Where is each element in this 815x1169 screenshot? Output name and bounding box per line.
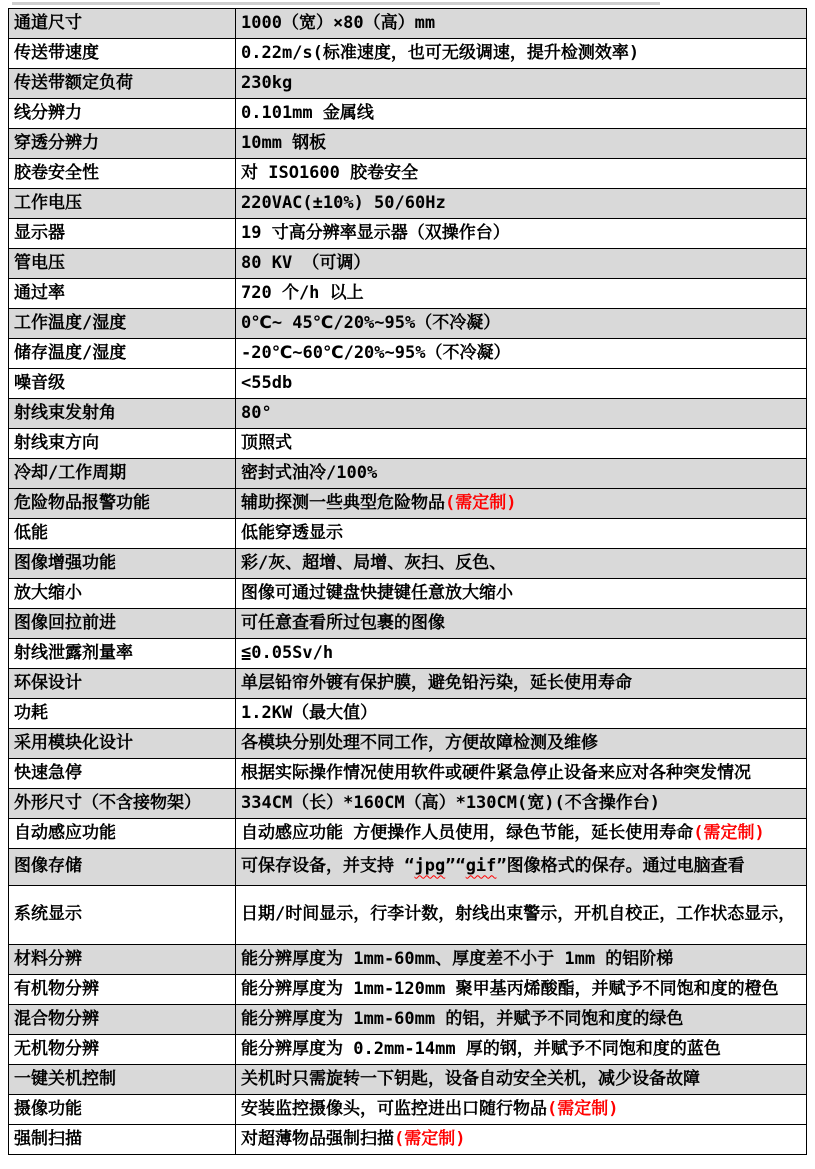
table-row [9,609,807,639]
value-text: 1000（宽）×80（高）mm [241,12,436,33]
spec-value [236,699,807,729]
spec-value [236,1065,807,1095]
spec-value [236,669,807,699]
spec-value [236,609,807,639]
table-row [9,489,807,519]
spec-label: 储存温度/湿度 [9,339,236,369]
spec-label: 摄像功能 [9,1095,236,1125]
value-text: ≦0.05Sv/h [241,642,334,663]
spec-label: 工作温度/湿度 [9,309,236,339]
table-row [9,69,807,99]
spec-label: 图像回拉前进 [9,609,236,639]
spec-label: 环保设计 [9,669,236,699]
spec-label: 系统显示 [9,886,236,945]
value-text: 各模块分别处理不同工作，方便故障检测及维修 [241,732,598,753]
spec-value [236,1035,807,1065]
value-text: 关机时只需旋转一下钥匙，设备自动安全关机，减少设备故障 [241,1068,700,1089]
table-row [9,819,807,849]
spec-value [236,459,807,489]
table-row [9,1095,807,1125]
spec-label: 混合物分辨 [9,1005,236,1035]
spec-table-body [9,9,807,1155]
spec-label: 射线束发射角 [9,399,236,429]
table-row [9,309,807,339]
table-row [9,279,807,309]
spec-value [236,1095,807,1125]
value-text: 彩/灰、超增、局增、灰扫、反色、 [241,552,507,573]
spec-value [236,339,807,369]
value-text: 对超薄物品强制扫描 [241,1128,394,1149]
table-row [9,219,807,249]
spec-label: 线分辨力 [9,99,236,129]
value-text: 能分辨厚度为 1mm-120mm 聚甲基丙烯酸酯，并赋予不同饱和度的橙色 [241,978,779,999]
value-text: 能分辨厚度为 0.2mm-14mm 厚的钢，并赋予不同饱和度的蓝色 [241,1038,721,1059]
table-row [9,729,807,759]
spec-label: 通道尺寸 [9,9,236,39]
value-text: 能分辨厚度为 1mm-60mm 的铝，并赋予不同饱和度的绿色 [241,1008,684,1029]
table-row [9,1035,807,1065]
spec-value [236,99,807,129]
spec-label: 图像存储 [9,849,236,886]
value-text: 单层铅帘外镀有保护膜，避免铅污染，延长使用寿命 [241,672,632,693]
spec-label: 管电压 [9,249,236,279]
table-row [9,849,807,886]
value-text: 0.101mm 金属线 [241,102,374,123]
spec-label: 危险物品报警功能 [9,489,236,519]
table-row [9,886,807,945]
spec-label: 材料分辨 [9,945,236,975]
spec-label: 噪音级 [9,369,236,399]
table-row [9,459,807,489]
table-row [9,99,807,129]
table-row [9,579,807,609]
spec-label: 采用模块化设计 [9,729,236,759]
value-text: 可保存设备，并支持 “ [241,856,415,877]
value-text: 230kg [241,72,293,93]
value-text: 低能穿透显示 [241,522,343,543]
table-row [9,759,807,789]
spec-value [236,369,807,399]
table-row [9,39,807,69]
spec-value [236,159,807,189]
spellcheck-marked-text: gif [465,856,497,877]
value-text: 334CM（长）*160CM（高）*130CM(宽)(不含操作台) [241,792,660,813]
table-row [9,189,807,219]
spec-value [236,129,807,159]
spec-value [236,886,807,945]
spec-label: 外形尺寸（不含接物架） [9,789,236,819]
table-row [9,249,807,279]
spec-value [236,819,807,849]
spec-value [236,789,807,819]
value-text: 顶照式 [241,432,292,453]
table-row [9,339,807,369]
spec-label: 快速急停 [9,759,236,789]
value-text: 720 个/h 以上 [241,282,364,303]
customization-required-note: (需定制) [547,1098,619,1119]
value-text: <55db [241,372,293,393]
spec-value [236,9,807,39]
table-row [9,159,807,189]
spec-value [236,945,807,975]
value-text: 自动感应功能 方便操作人员使用，绿色节能，延长使用寿命 [241,822,694,843]
value-text: ”“ [445,856,466,877]
spec-label: 传送带速度 [9,39,236,69]
spec-label: 传送带额定负荷 [9,69,236,99]
value-text: 根据实际操作情况使用软件或硬件紧急停止设备来应对各种突发情况 [241,762,751,783]
spec-value [236,489,807,519]
spec-value [236,1125,807,1155]
spec-label: 冷却/工作周期 [9,459,236,489]
spec-label: 工作电压 [9,189,236,219]
table-row [9,639,807,669]
value-text: 密封式油冷/100% [241,462,378,483]
value-text: 辅助探测一些典型危险物品 [241,492,445,513]
spec-value [236,579,807,609]
spec-value [236,759,807,789]
spec-label: 图像增强功能 [9,549,236,579]
spellcheck-marked-text: jpg [414,856,446,877]
spec-label: 自动感应功能 [9,819,236,849]
spec-label: 放大缩小 [9,579,236,609]
value-text: 220VAC(±10%) 50/60Hz [241,192,446,213]
table-row [9,669,807,699]
value-text: 可任意查看所过包裹的图像 [241,612,445,633]
value-text: 能分辨厚度为 1mm-60mm、厚度差不小于 1mm 的铝阶梯 [241,948,674,969]
value-text: ”图像格式的保存。通过电脑查看 [496,856,745,877]
spec-table [8,8,807,1155]
table-row [9,429,807,459]
spec-label: 通过率 [9,279,236,309]
table-row [9,129,807,159]
value-text: 安装监控摄像头，可监控进出口随行物品 [241,1098,547,1119]
value-text: 10mm 钢板 [241,132,327,153]
spec-label: 无机物分辨 [9,1035,236,1065]
value-text: 80 KV （可调） [241,252,371,273]
table-row [9,975,807,1005]
spec-label: 低能 [9,519,236,549]
spec-value [236,279,807,309]
spec-value [236,219,807,249]
value-text: 0℃~ 45℃/20%~95%（不冷凝） [241,312,501,333]
table-row [9,699,807,729]
spec-label: 有机物分辨 [9,975,236,1005]
table-row [9,1005,807,1035]
table-row [9,549,807,579]
spec-label: 射线泄露剂量率 [9,639,236,669]
value-text: 对 ISO1600 胶卷安全 [241,162,419,183]
table-row [9,1125,807,1155]
spec-label: 射线束方向 [9,429,236,459]
spec-label: 穿透分辨力 [9,129,236,159]
spec-value [236,399,807,429]
spec-value [236,309,807,339]
customization-required-note: (需定制) [394,1128,466,1149]
table-row [9,789,807,819]
value-text: -20℃~60℃/20%~95%（不冷凝） [241,342,511,363]
spec-value [236,249,807,279]
spec-label: 功耗 [9,699,236,729]
table-row [9,399,807,429]
value-text: 0.22m/s(标准速度，也可无级调速，提升检测效率) [241,42,640,63]
spec-value [236,189,807,219]
spec-value [236,1005,807,1035]
spec-value [236,729,807,759]
customization-required-note: (需定制) [445,492,517,513]
value-text: 1.2KW（最大值） [241,702,378,723]
value-text: 19 寸高分辨率显示器（双操作台） [241,222,510,243]
table-row [9,9,807,39]
spec-value [236,549,807,579]
spec-value [236,69,807,99]
cropped-row-artifact [12,2,660,5]
customization-required-note: (需定制) [693,822,765,843]
table-row [9,369,807,399]
value-text: 日期/时间显示，行李计数，射线出束警示，开机自校正，工作状态显示， [241,904,796,925]
value-text: 图像可通过键盘快捷键任意放大缩小 [241,582,513,603]
spec-value [236,975,807,1005]
spec-label: 强制扫描 [9,1125,236,1155]
spec-value [236,429,807,459]
spec-label: 一键关机控制 [9,1065,236,1095]
spec-label: 显示器 [9,219,236,249]
table-row [9,519,807,549]
spec-value [236,639,807,669]
value-text: 80° [241,402,272,423]
spec-value [236,519,807,549]
spec-value [236,849,807,886]
table-row [9,1065,807,1095]
spec-value [236,39,807,69]
table-row [9,945,807,975]
spec-label: 胶卷安全性 [9,159,236,189]
